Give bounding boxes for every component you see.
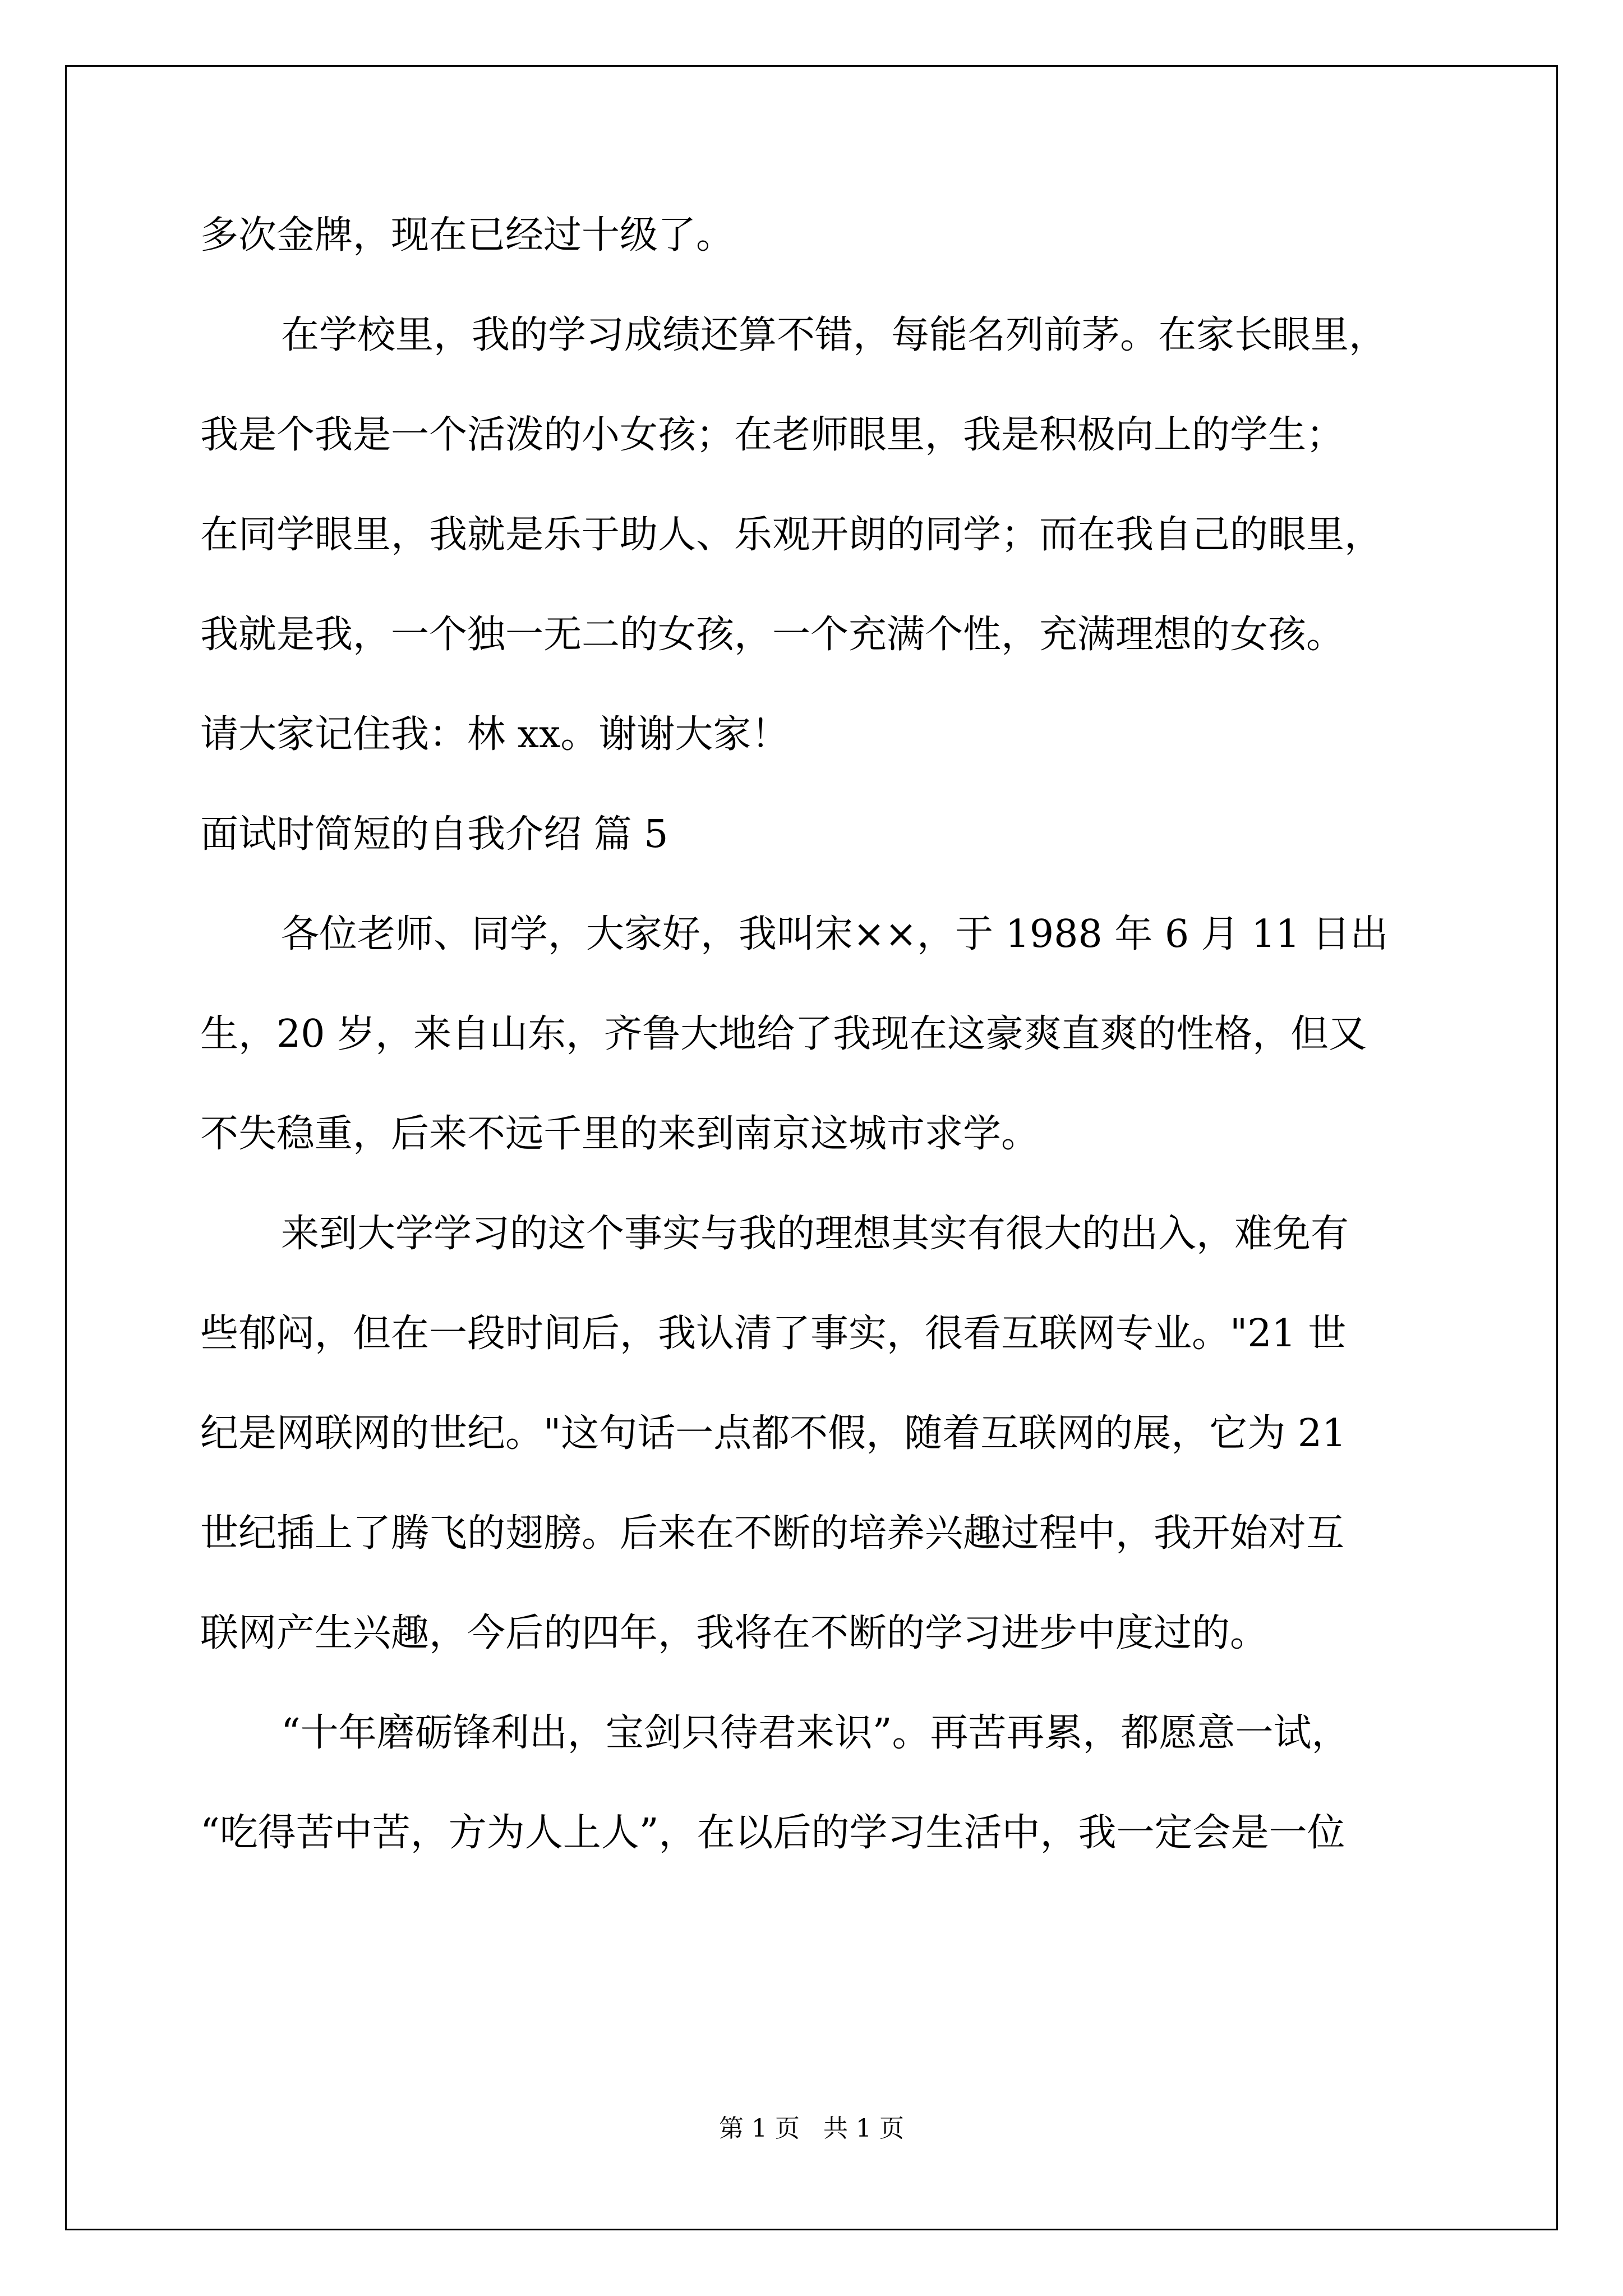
text-line: 在学校里，我的学习成绩还算不错，每能名列前茅。在家长眼里， [281, 313, 1387, 357]
text-line: 请大家记住我：林 xx。谢谢大家！ [200, 712, 790, 757]
text-line: 世纪插上了腾飞的翅膀。后来在不断的培养兴趣过程中，我开始对互 [200, 1511, 1345, 1556]
text-line: 我就是我，一个独一无二的女孩，一个充满个性，充满理想的女孩。 [200, 613, 1345, 657]
text-line: 多次金牌，现在已经过十级了。 [200, 213, 735, 257]
text-line: “吃得苦中苦，方为人上人”，在以后的学习生活中，我一定会是一位 [200, 1811, 1345, 1855]
text-line: 在同学眼里，我就是乐于助人、乐观开朗的同学；而在我自己的眼里， [200, 513, 1383, 557]
text-line: 联网产生兴趣，今后的四年，我将在不断的学习进步中度过的。 [200, 1611, 1269, 1655]
text-line: 不失稳重，后来不远千里的来到南京这城市求学。 [200, 1112, 1040, 1156]
section-heading: 面试时简短的自我介绍 篇 5 [200, 812, 668, 857]
text-line: 来到大学学习的这个事实与我的理想其实有很大的出入，难免有 [281, 1212, 1349, 1256]
text-line: 我是个我是一个活泼的小女孩；在老师眼里，我是积极向上的学生； [200, 413, 1345, 457]
page-footer: 第 1 页 共 1 页 [719, 2114, 904, 2143]
text-line: 各位老师、同学，大家好，我叫宋××，于 1988 年 6 月 11 日出 [281, 912, 1389, 956]
text-line: 纪是网联网的世纪。"这句话一点都不假，随着互联网的展，它为 21 [200, 1411, 1347, 1456]
text-line: “十年磨砺锋利出，宝剑只待君来识”。再苦再累，都愿意一试， [281, 1711, 1350, 1755]
text-line: 些郁闷，但在一段时间后，我认清了事实，很看互联网专业。"21 世 [200, 1312, 1347, 1356]
text-line: 生，20 岁，来自山东，齐鲁大地给了我现在这豪爽直爽的性格，但又 [200, 1012, 1367, 1056]
